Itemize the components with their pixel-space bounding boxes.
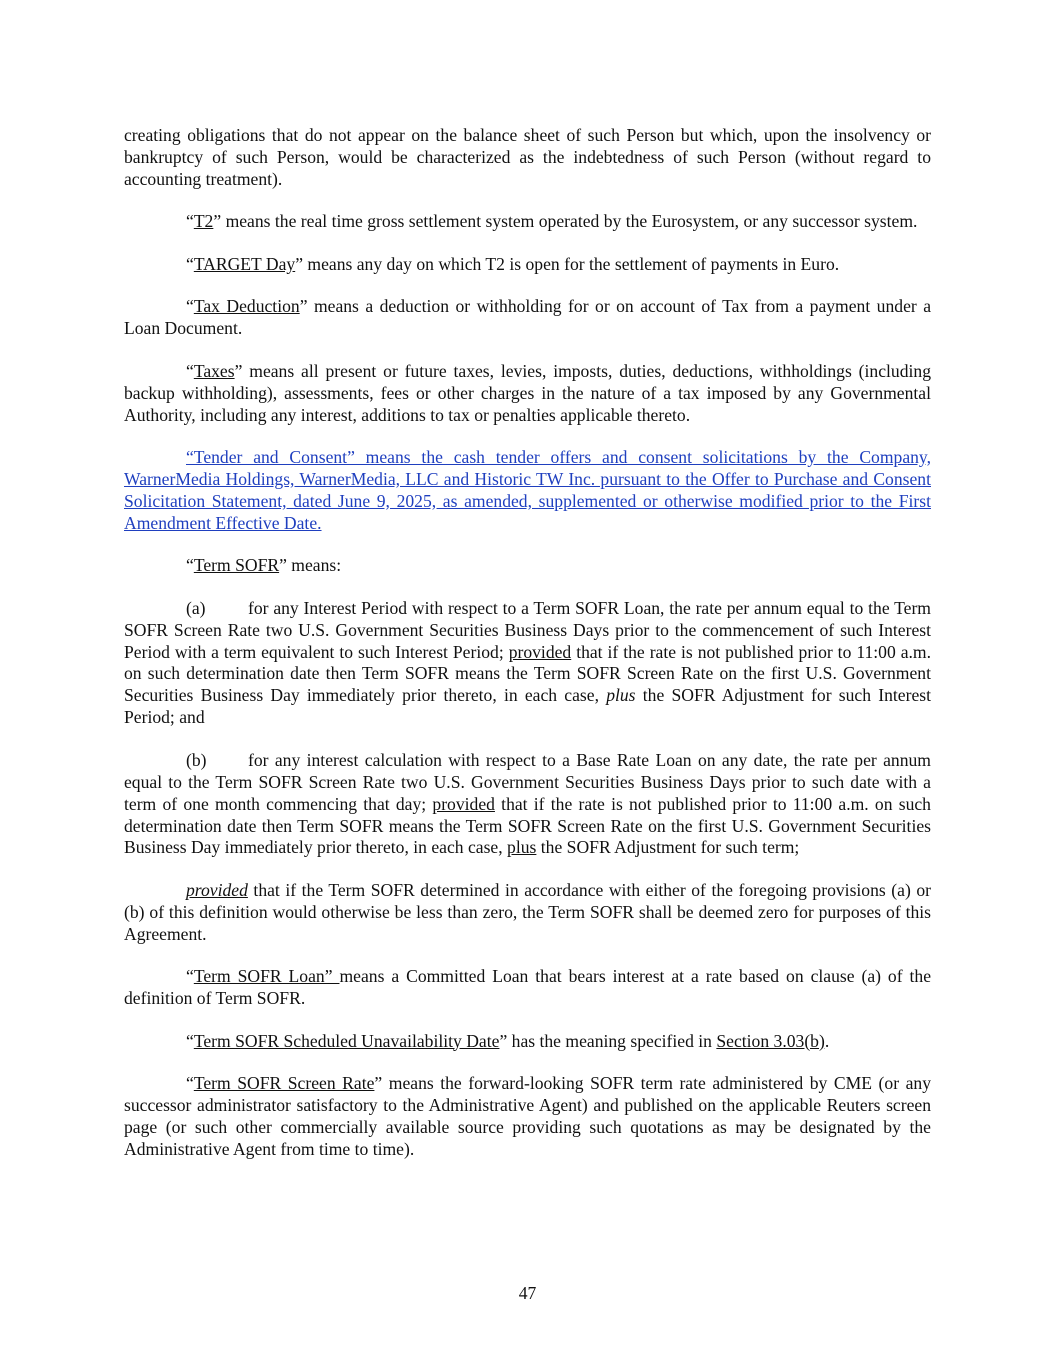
provided-term: provided — [432, 793, 495, 814]
open-quote: “ — [186, 296, 194, 317]
definition-text: ” means: — [279, 555, 342, 576]
open-quote: “ — [186, 211, 194, 232]
clause-text: for any Interest Period with respect to a Term SOFR Loan, the rate per annum equal to the Term SOFR Screen Rate two U.S. Government Securities Business Days prior to the commencement of such Interest Period with a term equivalent to such Interest Period; — [124, 597, 931, 662]
defined-term: Taxes — [193, 360, 235, 381]
proviso — [124, 880, 931, 946]
definition-term-sofr-screen-rate — [124, 1073, 931, 1161]
provided-term: provided — [508, 641, 572, 662]
provided-term: provided — [186, 879, 248, 900]
clause-label: (a) — [186, 597, 206, 618]
clause-b — [124, 750, 931, 860]
page-number: 47 — [518, 1283, 537, 1303]
defined-term: Term SOFR Screen Rate — [193, 1073, 375, 1094]
definition-text: means a Committed Loan that bears interest at a rate based on clause (a) of the definition of Term SOFR. — [124, 966, 932, 1009]
definition-term-sofr — [124, 555, 931, 577]
section-reference: Section 3.03(b) — [716, 1030, 825, 1051]
clause-text: the SOFR Adjustment for such term; — [536, 837, 800, 858]
definition-taxes — [124, 361, 931, 427]
definition-text: ” means any day on which T2 is open for the settlement of payments in Euro. — [295, 253, 840, 274]
plus-term: plus — [606, 685, 636, 706]
defined-term: Term SOFR — [193, 555, 280, 576]
definition-text: ” means the real time gross settlement system operated by the Eurosystem, or any successor system. — [213, 211, 918, 232]
definition-target-day — [124, 254, 931, 276]
open-quote: “ — [186, 1073, 194, 1094]
definition-text: ” has the meaning specified in — [499, 1030, 717, 1051]
defined-term: Term SOFR Loan” — [193, 966, 340, 987]
defined-term: Tax Deduction — [193, 296, 300, 317]
definition-text: ” means the forward-looking SOFR term rate administered by CME (or any successor administrator satisfactory to the Administrative Agent) and published on the applicable Reuters screen page (or such other commercially available source providing such quotations as may be designated by the Administrative Agent from time to time). — [124, 1073, 932, 1159]
clause-text: the SOFR Adjustment for such Interest Period; and — [124, 685, 932, 728]
plus-term: plus — [507, 837, 537, 858]
open-quote: “ — [186, 555, 194, 576]
open-quote: “ — [186, 1030, 194, 1051]
definition-text: ” means a deduction or withholding for or on account of Tax from a payment under a Loan Document. — [124, 296, 932, 339]
clause-text: that if the rate is not published prior to 11:00 a.m. on such determination date then Term SOFR means the Term SOFR Screen Rate on the first U.S. Government Securities Business Day immediately prior thereto, in each case, — [124, 641, 931, 706]
open-quote: “ — [186, 360, 194, 381]
definition-term-sofr-loan — [124, 966, 931, 1010]
clause-text: that if the rate is not published prior to 11:00 a.m. on such determination date then Term SOFR means the Term SOFR Screen Rate on the first U.S. Government Securities Business Day immediately prior thereto, in each case, — [124, 793, 931, 858]
definition-text: ” means all present or future taxes, levies, imposts, duties, deductions, withholdings (including backup withholding), assessments, fees or other charges in the nature of a tax imposed by any Governmental Authority, including any interest, additions to tax or penalties applicable thereto. — [124, 360, 931, 425]
document-page — [124, 125, 931, 1181]
definition-t2 — [124, 211, 931, 233]
clause-a — [124, 598, 931, 729]
open-quote: “ — [186, 966, 194, 987]
proviso-text: that if the Term SOFR determined in accordance with either of the foregoing provisions (a) or (b) of this definition would otherwise be less than zero, the Term SOFR shall be deemed zero for purposes of this Agreement. — [124, 879, 931, 944]
defined-term: T2 — [193, 211, 214, 232]
inserted-text: “Tender and Consent” means the cash tender offers and consent solicitations by the Company, WarnerMedia Holdings, WarnerMedia, LLC and Historic TW Inc. pursuant to the Offer to Purchase and Consent Solicitation Statement, dated June 9, 2025, as amended, supplemented or otherwise modified prior to the First Amendment Effective Date. — [124, 447, 931, 533]
definition-term-sofr-scheduled-unavailability-date — [124, 1031, 931, 1053]
defined-term: TARGET Day — [193, 253, 296, 274]
paragraph-continuation: creating obligations that do not appear on the balance sheet of such Person but which, upon the insolvency or bankruptcy of such Person, would be characterized as the indebtedness of such Person (without regard to accounting treatment). — [124, 125, 931, 189]
defined-term: Term SOFR Scheduled Unavailability Date — [193, 1030, 500, 1051]
definition-tax-deduction — [124, 296, 931, 340]
definition-tender-and-consent-inserted — [124, 447, 931, 535]
definition-text: . — [824, 1030, 830, 1051]
clause-text: for any interest calculation with respect to a Base Rate Loan on any date, the rate per annum equal to the Term SOFR Screen Rate two U.S. Government Securities Business Days prior to such date with a term of one month commencing that day; — [124, 749, 931, 814]
clause-label: (b) — [186, 749, 207, 770]
open-quote: “ — [186, 253, 194, 274]
